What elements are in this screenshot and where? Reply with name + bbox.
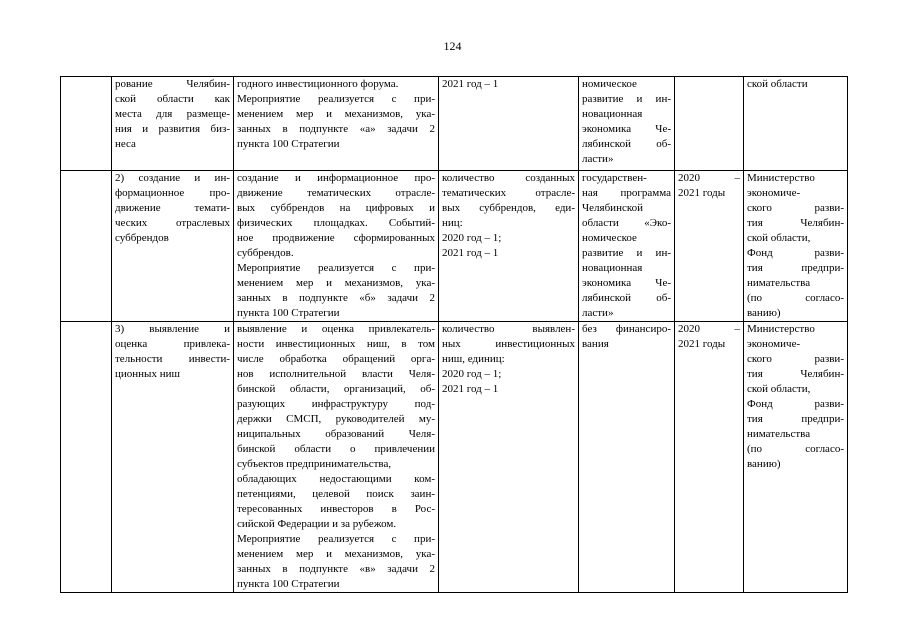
table-cell [61,77,112,171]
cell-line: ческих отраслевых [115,217,230,229]
cell-line: новационная [582,262,643,274]
cell-line: 2020 – [678,172,740,184]
cell-line: тия предпри- [747,262,844,274]
table-row [61,171,848,322]
cell-line: пункта 100 Стратегии [237,138,340,150]
cell-line: 2) создание и ин- [115,172,230,184]
table-cell [61,322,112,593]
table-cell [112,322,234,593]
cell-line: занных в подпункте «в» задачи 2 [237,563,435,575]
table-row [61,77,848,171]
cell-line: неса [115,138,136,150]
cell-line: ской области [747,78,808,90]
cell-line: суббрендов. [237,247,294,259]
table-cell [234,171,439,322]
table-cell [439,171,579,322]
cell-line: Фонд разви- [747,247,844,259]
cell-line: выявление и оценка привлекатель- [237,323,435,335]
table-cell [61,171,112,322]
cell-line: ная программа [582,187,671,199]
cell-line: движение темати- [115,202,230,214]
table-cell [675,77,744,171]
cell-line: бинской области, организаций, об- [237,383,435,395]
cell-line: создание и информационное про- [237,172,435,184]
cell-line: номическое [582,232,637,244]
cell-line: ской области как [115,93,230,105]
cell-line: ности инвестиционных ниш, в том [237,338,435,350]
cell-line: занных в подпункте «б» задачи 2 [237,292,435,304]
strategy-table [60,76,848,593]
table-row [61,322,848,593]
cell-line: количество выявлен- [442,323,575,335]
cell-line: ционных ниш [115,368,180,380]
cell-line: экономиче- [747,187,801,199]
page-number: 124 [443,39,462,53]
cell-line: ской области, [747,383,811,395]
cell-line: 2020 год – 1; [442,368,502,380]
cell-line: движение тематических отрасле- [237,187,435,199]
table-cell [112,77,234,171]
cell-line: экономика Че- [582,277,671,289]
cell-line: менением мер и механизмов, ука- [237,277,435,289]
cell-line: тия Челябин- [747,217,844,229]
cell-line: (по согласо- [747,443,844,455]
cell-line: ванию) [747,458,781,470]
cell-line: разующих инфраструктуру под- [237,398,435,410]
table-cell [579,171,675,322]
table-body [61,77,848,593]
cell-line: занных в подпункте «а» задачи 2 [237,123,435,135]
cell-line: субъектов предпринимательства, [237,458,392,470]
cell-line: тия предпри- [747,413,844,425]
cell-line: государствен- [582,172,647,184]
cell-line: вых суббрендов, еди- [442,202,575,214]
cell-line: 2021 год – 1 [442,247,499,259]
cell-line: Мероприятие реализуется с при- [237,262,435,274]
cell-line: пункта 100 Стратегии [237,307,340,319]
cell-line: 2020 год – 1; [442,232,502,244]
cell-line: 2021 год – 1 [442,383,499,395]
cell-line: (по согласо- [747,292,844,304]
cell-line: суббрендов [115,232,169,244]
cell-line: 2021 годы [678,187,726,199]
cell-line: без финансиро- [582,323,671,335]
table-cell [579,77,675,171]
cell-line: обладающих недостающими ком- [237,473,435,485]
cell-line: сийской Федерации и за рубежом. [237,518,397,530]
cell-line: области «Эко- [582,217,671,229]
cell-line: вых суббрендов на цифровых и [237,202,435,214]
cell-line: Министерство [747,323,815,335]
cell-line: Фонд разви- [747,398,844,410]
cell-line: ской области, [747,232,811,244]
cell-line: ниш, единиц: [442,353,505,365]
cell-line: ных инвестиционных [442,338,575,350]
table-cell [675,171,744,322]
cell-line: ванию) [747,307,781,319]
table-cell [439,322,579,593]
cell-line: ниципальных образований Челя- [237,428,435,440]
cell-line: лябинской об- [582,138,671,150]
cell-line: Челябинской [582,202,644,214]
cell-line: менением мер и механизмов, ука- [237,548,435,560]
cell-line: петенциями, целевой поиск заин- [237,488,435,500]
cell-line: ное продвижение сформированных [237,232,435,244]
cell-line: 2021 год – 1 [442,78,499,90]
cell-line: вания [582,338,609,350]
cell-line: тия Челябин- [747,368,844,380]
cell-line: пункта 100 Стратегии [237,578,340,590]
cell-line: экономиче- [747,338,801,350]
table-cell [439,77,579,171]
cell-line: формационное про- [115,187,230,199]
cell-line: бинской области о привлечении [237,443,435,455]
cell-line: оценка привлека- [115,338,230,350]
table-cell [234,77,439,171]
cell-line: нимательства [747,277,811,289]
cell-line: новационная [582,108,643,120]
cell-line: числе обработка обращений орга- [237,353,435,365]
cell-line: нов исполнительной власти Челя- [237,368,435,380]
cell-line: тематических отрасле- [442,187,575,199]
cell-line: развитие и ин- [582,247,671,259]
table-cell [234,322,439,593]
cell-line: лябинской об- [582,292,671,304]
cell-line: Мероприятие реализуется с при- [237,533,435,545]
cell-line: 2021 годы [678,338,726,350]
cell-line: экономика Че- [582,123,671,135]
cell-line: развитие и ин- [582,93,671,105]
table-cell [744,322,848,593]
cell-line: 2020 – [678,323,740,335]
cell-line: Мероприятие реализуется с при- [237,93,435,105]
cell-line: физических площадках. Событий- [237,217,435,229]
cell-line: тельности инвести- [115,353,230,365]
cell-line: нимательства [747,428,811,440]
table-cell [675,322,744,593]
cell-line: ниц: [442,217,463,229]
table-cell [112,171,234,322]
cell-line: ния и развития биз- [115,123,230,135]
cell-line: ского разви- [747,202,844,214]
cell-line: тересованных инвесторов в Рос- [237,503,435,515]
cell-line: рование Челябин- [115,78,230,90]
cell-line: менением мер и механизмов, ука- [237,108,435,120]
table-cell [744,171,848,322]
cell-line: ласти» [582,307,614,319]
table-cell [744,77,848,171]
cell-line: ласти» [582,153,614,165]
cell-line: номическое [582,78,637,90]
table-cell [579,322,675,593]
cell-line: 3) выявление и [115,323,230,335]
cell-line: годного инвестиционного форума. [237,78,399,90]
cell-line: Министерство [747,172,815,184]
cell-line: количество созданных [442,172,575,184]
cell-line: ского разви- [747,353,844,365]
cell-line: места для размеще- [115,108,230,120]
cell-line: держки СМСП, руководителей му- [237,413,435,425]
